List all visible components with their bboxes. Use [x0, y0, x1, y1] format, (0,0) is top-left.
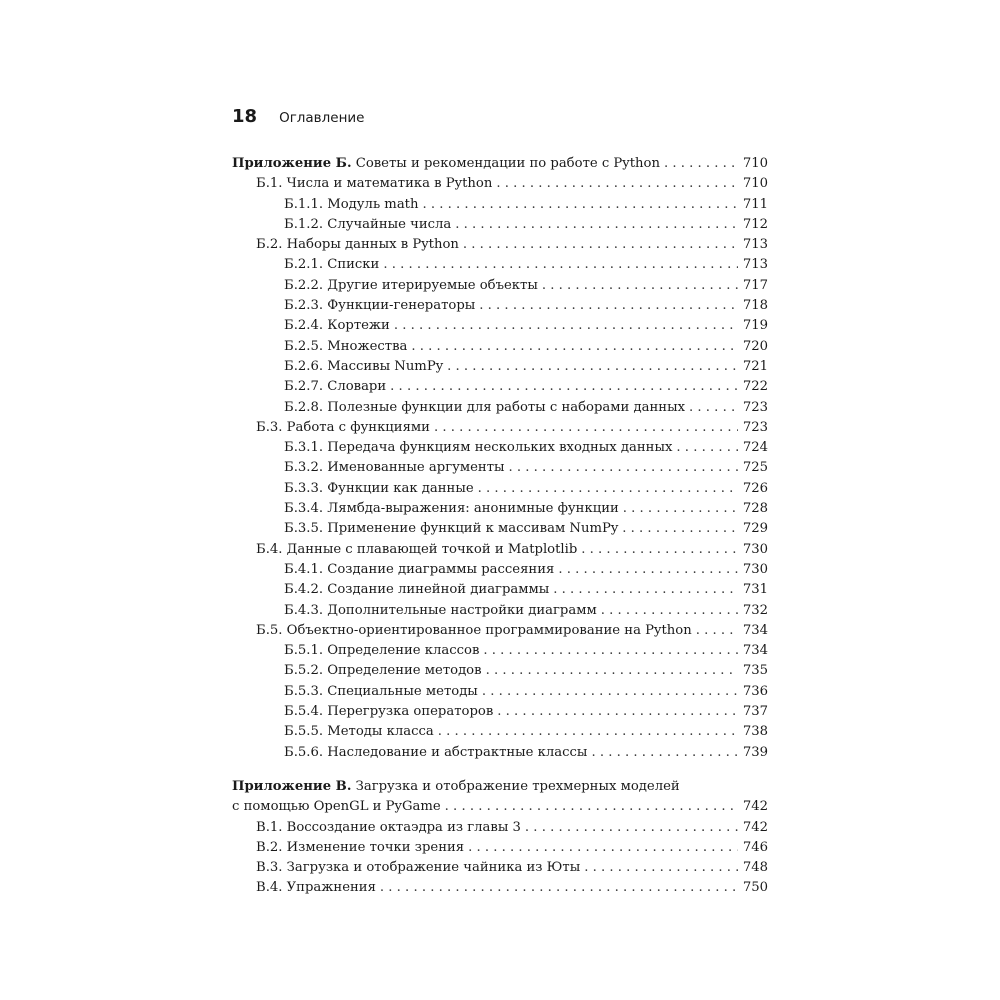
toc-entry[interactable]: [232, 255, 768, 275]
toc-entry-title: Б.2.3. Функции-генераторы: [284, 298, 476, 314]
toc-entry-page: 730: [742, 561, 768, 577]
toc-entry[interactable]: [232, 682, 768, 702]
dot-leader: [676, 438, 738, 458]
appendix-b-entries: [232, 174, 768, 763]
toc-entry-page: 737: [742, 704, 768, 720]
dot-leader: [664, 154, 738, 174]
toc-entry-appendix-b[interactable]: [232, 154, 768, 174]
dot-leader: [601, 601, 738, 621]
dot-leader: [622, 519, 738, 539]
toc-entry-title: Б.4.2. Создание линейной диаграммы: [284, 582, 550, 598]
toc-entry-title: Б.4. Данные с плавающей точкой и Matplotlib: [256, 541, 578, 557]
toc-entry[interactable]: [232, 702, 768, 722]
toc-entry-title: Б.5.2. Определение методов: [284, 663, 482, 679]
toc-entry[interactable]: [232, 316, 768, 336]
appendix-v-page: 742: [742, 799, 768, 815]
running-title: Оглавление: [279, 110, 365, 126]
dot-leader: [383, 255, 738, 275]
toc-entry-appendix-v-line1[interactable]: [232, 777, 768, 797]
toc-entry-title: Б.3.3. Функции как данные: [284, 480, 474, 496]
toc-entry-page: 742: [742, 819, 768, 835]
toc-entry-page: 736: [742, 683, 768, 699]
toc-entry-title: Б.3.2. Именованные аргументы: [284, 460, 505, 476]
toc-entry-title: Б.3.5. Применение функций к массивам NumPy: [284, 521, 619, 537]
dot-leader: [623, 499, 738, 519]
toc-entry-title: Б.5.1. Определение классов: [284, 643, 480, 659]
toc-entry-title: Б.3.1. Передача функциям нескольких входных данных: [284, 440, 673, 456]
toc-entry-page: 726: [742, 480, 768, 496]
toc-entry-page: 731: [742, 582, 768, 598]
dot-leader: [558, 560, 738, 580]
toc-entry[interactable]: [232, 479, 768, 499]
dot-leader: [496, 174, 738, 194]
toc-entry-title: Б.5.4. Перегрузка операторов: [284, 704, 494, 720]
toc-entry-title: Б.2.6. Массивы NumPy: [284, 358, 444, 374]
toc-entry[interactable]: [232, 418, 768, 438]
dot-leader: [696, 621, 738, 641]
toc-entry[interactable]: [232, 438, 768, 458]
toc-entry[interactable]: [232, 398, 768, 418]
dot-leader: [482, 682, 738, 702]
toc-entry-title: Б.2.2. Другие итерируемые объекты: [284, 277, 538, 293]
appendix-v-title-line1: Загрузка и отображение трехмерных моделей: [351, 778, 680, 794]
toc-entry-title: Б.5.5. Методы класса: [284, 724, 434, 740]
toc-entry-page: 734: [742, 643, 768, 659]
toc-entry-title: Б.4.3. Дополнительные настройки диаграмм: [284, 602, 597, 618]
appendix-b-page: 710: [742, 156, 768, 171]
dot-leader: [591, 743, 738, 763]
toc-entry-page: 728: [742, 501, 768, 517]
toc-entry[interactable]: [232, 357, 768, 377]
dot-leader: [438, 722, 738, 742]
dot-leader: [542, 276, 738, 296]
toc-entry-page: 746: [742, 839, 768, 855]
dot-leader: [434, 418, 738, 438]
toc-entry-page: 722: [742, 379, 768, 395]
dot-leader: [581, 540, 738, 560]
dot-leader: [468, 838, 738, 858]
toc-entry-title: Б.2.1. Списки: [284, 257, 380, 273]
dot-leader: [390, 377, 738, 397]
toc-entry[interactable]: [232, 560, 768, 580]
toc-entry[interactable]: [232, 499, 768, 519]
toc-entry-page: 729: [742, 521, 768, 537]
toc-entry[interactable]: [232, 838, 768, 858]
toc-entry[interactable]: [232, 580, 768, 600]
toc-entry-page: 750: [742, 880, 768, 896]
appendix-v-title-line2: с помощью OpenGL и PyGame: [232, 799, 441, 815]
toc-entry[interactable]: [232, 661, 768, 681]
toc-entry-page: 725: [742, 460, 768, 476]
toc-entry-page: 713: [742, 237, 768, 253]
toc-entry-title: В.2. Изменение точки зрения: [256, 839, 465, 855]
dot-leader: [447, 357, 738, 377]
dot-leader: [478, 479, 738, 499]
toc-entry-title: Б.5.3. Специальные методы: [284, 683, 478, 699]
toc-entry-page: 720: [742, 338, 768, 354]
toc-entry-title: В.4. Упражнения: [256, 880, 376, 896]
dot-leader: [553, 580, 738, 600]
toc-entry[interactable]: [232, 337, 768, 357]
dot-leader: [689, 398, 738, 418]
toc-entry-page: 748: [742, 860, 768, 876]
toc-entry-page: 713: [742, 257, 768, 273]
toc-entry[interactable]: [232, 641, 768, 661]
toc-entry[interactable]: [232, 722, 768, 742]
dot-leader: [497, 702, 738, 722]
toc-entry-page: 724: [742, 440, 768, 456]
toc-entry[interactable]: [232, 743, 768, 763]
dot-leader: [509, 458, 738, 478]
toc-entry[interactable]: [232, 818, 768, 838]
dot-leader: [483, 641, 738, 661]
dot-leader: [394, 316, 738, 336]
toc-entry-title: В.1. Воссоздание октаэдра из главы 3: [256, 819, 521, 835]
toc-entry-page: 739: [742, 744, 768, 760]
dot-leader: [380, 878, 738, 898]
toc-entry-page: 711: [742, 196, 768, 212]
appendix-v-label: Приложение В.: [232, 778, 352, 794]
dot-leader: [479, 296, 738, 316]
toc-entry-page: 730: [742, 541, 768, 557]
toc-entry-title: Б.1.1. Модуль math: [284, 196, 419, 212]
appendix-b-title: Советы и рекомендации по работе с Python: [351, 156, 660, 171]
toc-entry[interactable]: [232, 458, 768, 478]
toc-entry-title: Б.2.7. Словари: [284, 379, 387, 395]
toc-entry[interactable]: [232, 858, 768, 878]
toc-entry[interactable]: [232, 519, 768, 539]
toc-entry-page: 723: [742, 419, 768, 435]
toc-entry-title: Б.4.1. Создание диаграммы рассеяния: [284, 561, 555, 577]
toc-entry[interactable]: [232, 377, 768, 397]
toc-entry-title: Б.2.4. Кортежи: [284, 318, 390, 334]
toc-entry-appendix-v-line2[interactable]: [232, 797, 768, 817]
toc-entry[interactable]: [232, 878, 768, 898]
toc-entry-page: 712: [742, 216, 768, 232]
dot-leader: [445, 797, 738, 817]
toc-entry-page: 718: [742, 298, 768, 314]
toc-entry-page: 735: [742, 663, 768, 679]
toc-entry-title: Б.3.4. Лямбда-выражения: анонимные функции: [284, 501, 619, 517]
toc-entry[interactable]: [232, 174, 768, 194]
toc-entry-page: 710: [742, 176, 768, 192]
toc-entry-page: 717: [742, 277, 768, 293]
toc-entry-title: Б.1.2. Случайные числа: [284, 216, 452, 232]
dot-leader: [525, 818, 738, 838]
toc-entry-title: Б.2.5. Множества: [284, 338, 408, 354]
dot-leader: [463, 235, 738, 255]
toc-entry-title: Б.1. Числа и математика в Python: [256, 176, 493, 192]
toc-entry-page: 732: [742, 602, 768, 618]
appendix-v-entries: [232, 818, 768, 899]
toc-entry[interactable]: [232, 235, 768, 255]
toc-entry-title: Б.2.8. Полезные функции для работы с наборами данных: [284, 399, 686, 415]
dot-leader: [486, 661, 738, 681]
toc-entry-title: Б.3. Работа с функциями: [256, 419, 430, 435]
toc-entry[interactable]: [232, 601, 768, 621]
toc-entry-title: Б.2. Наборы данных в Python: [256, 237, 459, 253]
dot-leader: [422, 195, 738, 215]
toc-entry[interactable]: [232, 296, 768, 316]
toc-entry[interactable]: [232, 276, 768, 296]
toc-entry-page: 721: [742, 358, 768, 374]
appendix-b-label: Приложение Б.: [232, 156, 352, 171]
toc-entry[interactable]: [232, 215, 768, 235]
toc-entry-title: Б.5.6. Наследование и абстрактные классы: [284, 744, 588, 760]
dot-leader: [584, 858, 738, 878]
toc-entry[interactable]: [232, 195, 768, 215]
toc-entry-page: 734: [742, 622, 768, 638]
section-gap: [232, 763, 768, 777]
toc-entry-page: 738: [742, 724, 768, 740]
table-of-contents: [232, 154, 768, 899]
dot-leader: [411, 337, 738, 357]
toc-entry-title: Б.5. Объектно-ориентированное программирование на Python: [256, 622, 692, 638]
dot-leader: [455, 215, 738, 235]
toc-entry-title: В.3. Загрузка и отображение чайника из Юты: [256, 860, 581, 876]
toc-entry[interactable]: [232, 540, 768, 560]
page-number: 18: [232, 106, 258, 127]
toc-entry[interactable]: [232, 621, 768, 641]
toc-entry-page: 719: [742, 318, 768, 334]
page-header: [232, 106, 364, 127]
toc-entry-page: 723: [742, 399, 768, 415]
